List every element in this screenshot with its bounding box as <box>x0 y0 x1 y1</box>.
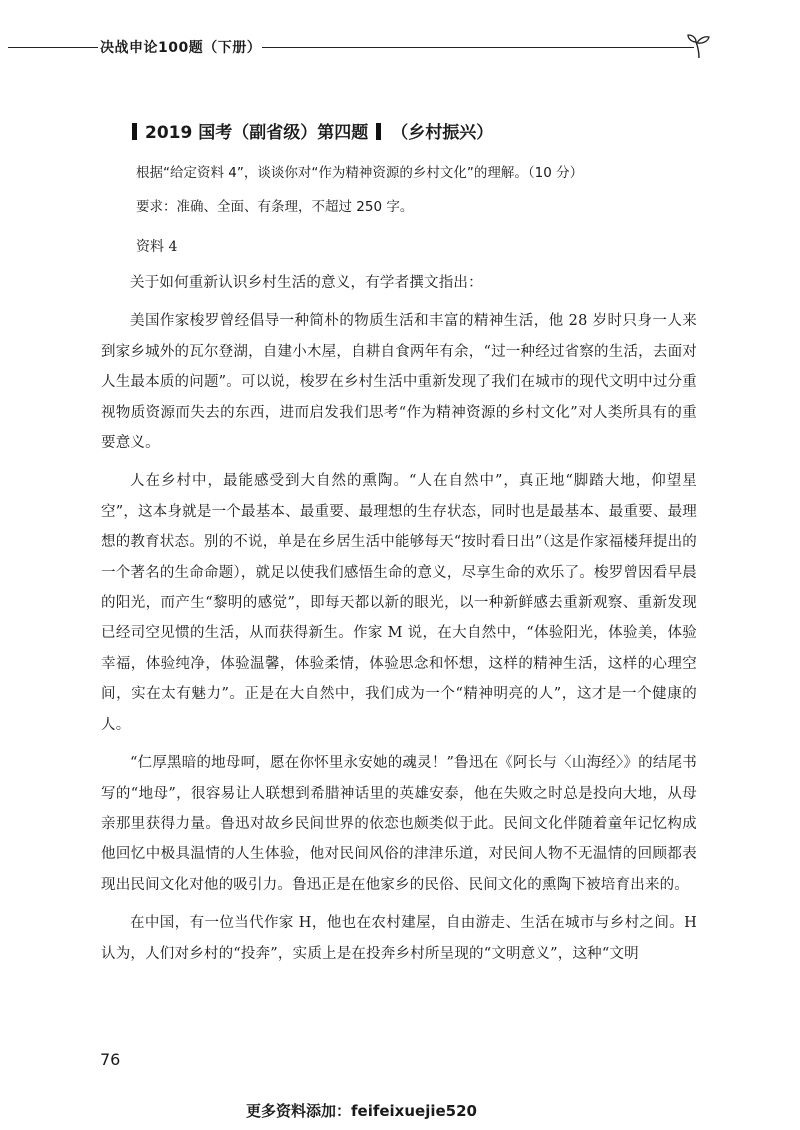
page-header <box>0 36 800 60</box>
question-requirement: 要求：准确、全面、有条理，不超过 250 字。 <box>136 199 414 215</box>
section-title-tag: （乡村振兴） <box>391 123 494 143</box>
title-bar-marker <box>132 123 137 140</box>
book-title: 决战申论100题（下册） <box>100 40 262 56</box>
question-prompt: 根据“给定资料 4”，谈谈你对“作为精神资源的乡村文化”的理解。（10 分） <box>136 165 584 181</box>
sprout-icon <box>684 30 714 60</box>
section-title-main: 2019 国考（副省级）第四题 <box>145 123 369 143</box>
material-paragraph: “仁厚黑暗的地母呵，愿在你怀里永安她的魂灵！”鲁迅在《阿长与〈山海经〉》的结尾书写的“地母”，很容易让人联想到希腊神话里的英雄安泰，他在失败之时总是投向大地，从母亲那里获得力量。鲁迅对故乡民间世界的依恋也颇类似于此。民间文化伴随着童年记忆构成他回忆中极具温情的人生体验，他对民间风俗的津津乐道，对民间人物不无温情的回顾都表现出民间文化对他的吸引力。鲁迅正是在他家乡的民俗、民间文化的熏陶下被培育出来的。 <box>101 755 697 893</box>
material-paragraph: 关于如何重新认识乡村生活的意义，有学者撰文指出： <box>130 275 483 291</box>
header-rule-right <box>262 47 694 48</box>
page-number: 76 <box>100 1050 121 1069</box>
material-body <box>101 268 697 969</box>
footer-note: 更多资料添加：feifeixuejie520 <box>246 1102 477 1120</box>
material-paragraph: 美国作家梭罗曾经倡导一种简朴的物质生活和丰富的精神生活，他 28 岁时只身一人来到家乡城外的瓦尔登湖，自建小木屋，自耕自食两年有余，“过一种经过省察的生活，去面对人生最本质的问题”。可以说，梭罗在乡村生活中重新发现了我们在城市的现代文明中过分重视物质资源而失去的东西，进而启发我们思考“作为精神资源的乡村文化”对人类所具有的重要意义。 <box>101 313 697 452</box>
section-title <box>132 118 493 143</box>
material-paragraph: 在中国，有一位当代作家 H，他也在农村建屋，自由游走、生活在城市与乡村之间。H 认为，人们对乡村的“投奔”，实质上是在投奔乡村所呈现的“文明意义”，这种“文明 <box>101 915 697 962</box>
header-rule-left <box>8 47 98 48</box>
material-label: 资料 4 <box>136 239 178 255</box>
material-paragraph: 人在乡村中，最能感受到大自然的熏陶。“人在自然中”，真正地“脚踏大地，仰望星空”，这本身就是一个最基本、最重要、最理想的生存状态，同时也是最基本、最重要、最理想的教育状态。别的不说，单是在乡居生活中能够每天“按时看日出”（这是作家福楼拜提出的一个著名的生命命题），就足以使我们感悟生命的意义，尽享生命的欢乐了。梭罗曾因看早晨的阳光，而产生“黎明的感觉”，即每天都以新的眼光，以一种新鲜感去重新观察、重新发现已经司空见惯的生活，从而获得新生。作家 M 说，在大自然中，“体验阳光，体验美，体验幸福，体验纯净，体验温馨，体验柔情，体验思念和怀想，这样的精神生活，这样的心理空间，实在太有魅力”。正是在大自然中，我们成为一个“精神明亮的人”，这才是一个健康的人。 <box>101 473 697 733</box>
title-bar-marker <box>376 123 381 140</box>
